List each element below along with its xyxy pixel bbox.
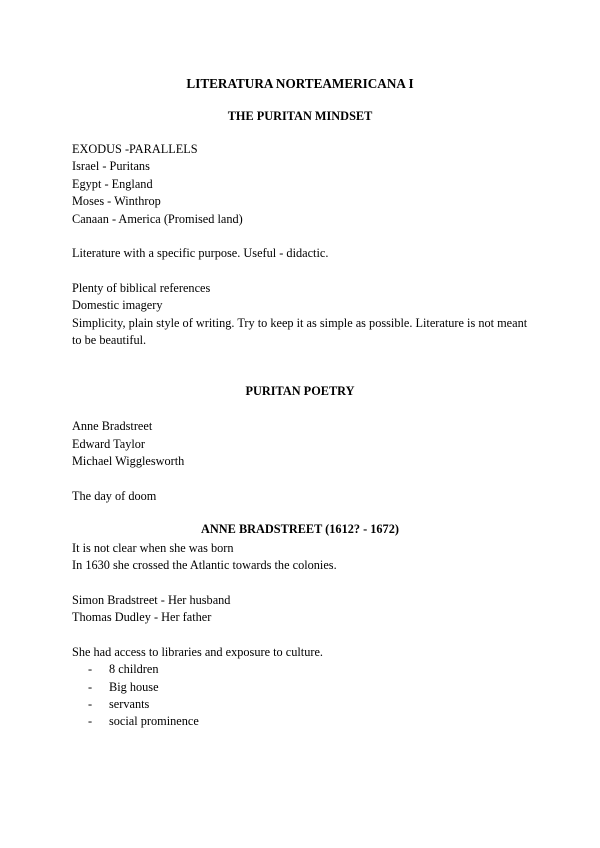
poet-name: Edward Taylor [72,437,146,451]
list-item-text: social prominence [109,714,199,728]
access-paragraph: She had access to libraries and exposure to culture. [72,645,323,659]
list-item [88,661,159,678]
list-item-text: 8 children [109,662,159,676]
poet-name: Anne Bradstreet [72,419,153,433]
list-item [88,713,199,730]
family-line: Thomas Dudley - Her father [72,610,212,624]
exodus-line: Canaan - America (Promised land) [72,212,243,226]
exodus-line: Egypt - England [72,177,153,191]
work-title: The day of doom [72,489,157,503]
purpose-paragraph: Literature with a specific purpose. Useful - didactic. [72,246,329,260]
bio-line: It is not clear when she was born [72,541,234,555]
bullet-marker: - [88,680,93,694]
list-item [88,679,159,696]
bullet-marker: - [88,697,93,711]
feature-line: Plenty of biblical references [72,281,211,295]
section-heading-puritan-poetry: PURITAN POETRY [245,384,355,398]
list-item-text: Big house [109,680,159,694]
bullet-marker: - [88,662,93,676]
exodus-line: Israel - Puritans [72,159,150,173]
section-heading-puritan-mindset: THE PURITAN MINDSET [227,109,373,123]
bio-line: In 1630 she crossed the Atlantic towards the colonies. [72,558,337,572]
poet-name: Michael Wigglesworth [72,454,185,468]
family-line: Simon Bradstreet - Her husband [72,593,231,607]
simplicity-paragraph: Simplicity, plain style of writing. Try to keep it as simple as possible. Literature is not meant to be beautiful. [72,316,528,348]
exodus-line: Moses - Winthrop [72,194,161,208]
bullet-marker: - [88,714,93,728]
list-item [88,696,149,713]
feature-line: Domestic imagery [72,298,163,312]
list-item-text: servants [109,697,150,711]
section-heading-anne-bradstreet: ANNE BRADSTREET (1612? - 1672) [201,522,399,536]
document-title: LITERATURA NORTEAMERICANA I [186,76,414,91]
exodus-line: EXODUS -PARALLELS [72,142,198,156]
